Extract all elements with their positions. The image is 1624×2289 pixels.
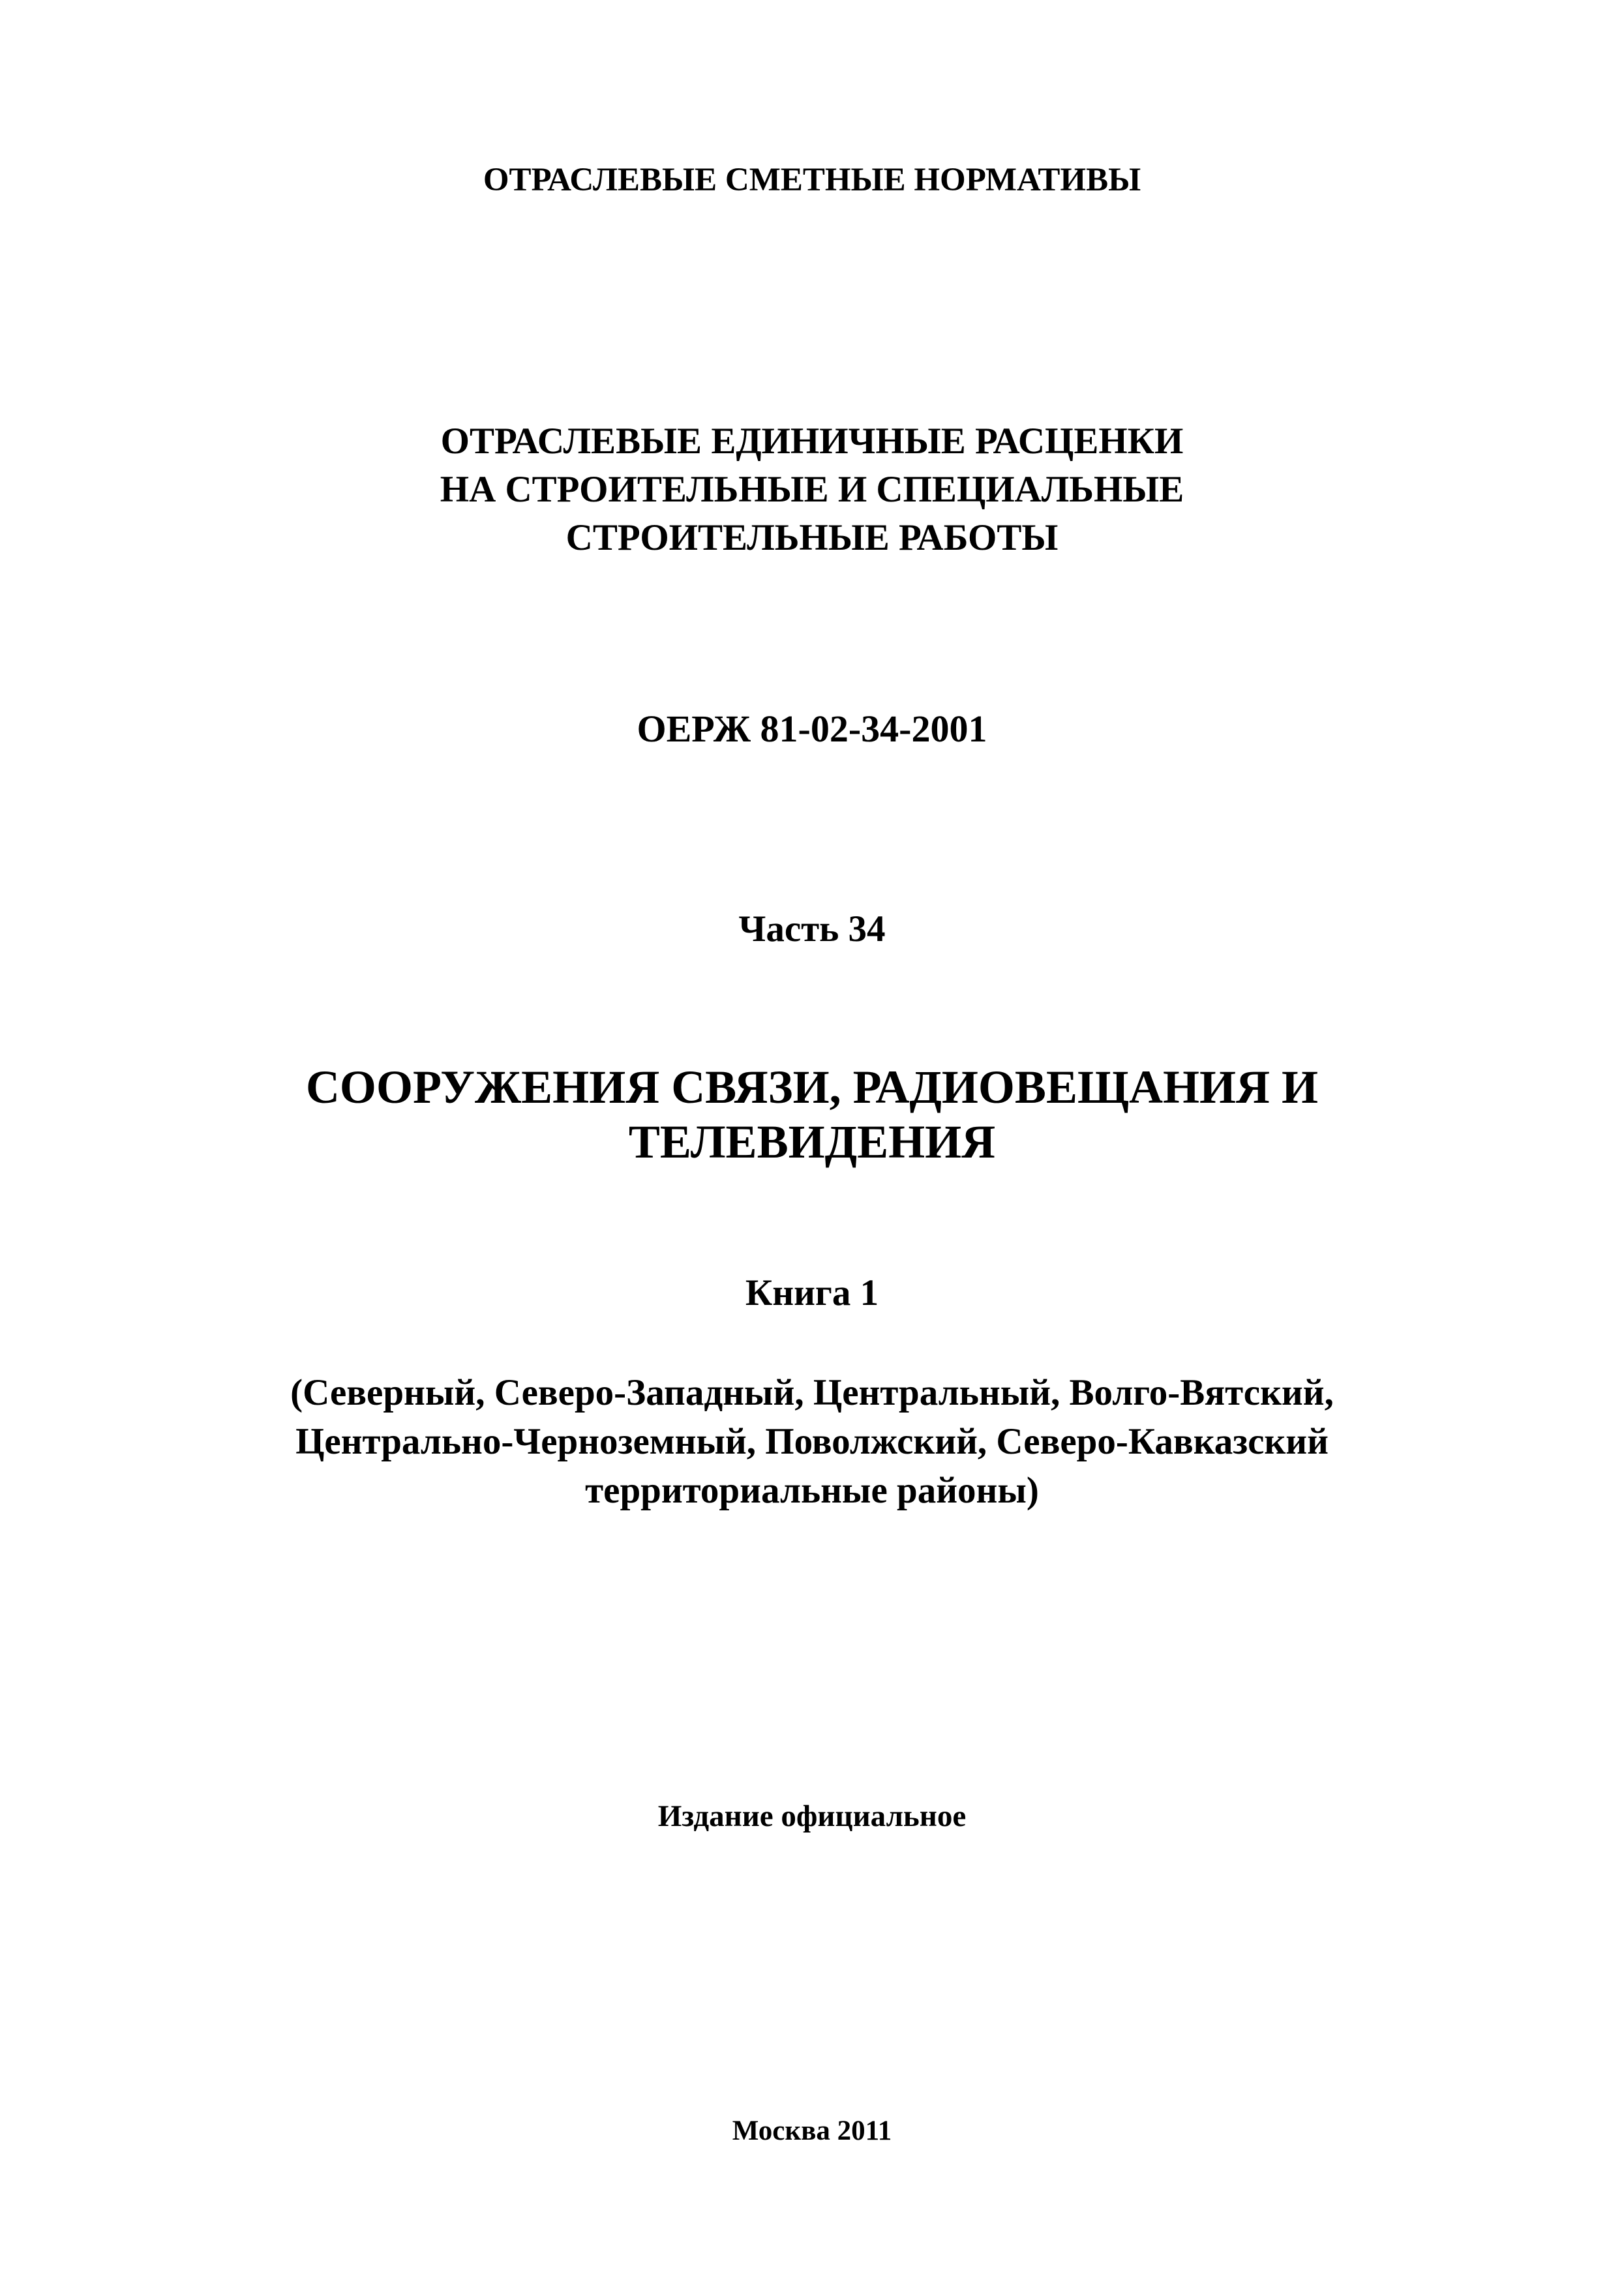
regions-list xyxy=(0,1368,1624,1515)
main-title-line-1: ОТРАСЛЕВЫЕ ЕДИНИЧНЫЕ РАСЦЕНКИ xyxy=(440,421,1184,462)
document-code: ОЕРЖ 81-02-34-2001 xyxy=(637,708,987,750)
series-heading: ОТРАСЛЕВЫЕ СМЕТНЫЕ НОРМАТИВЫ xyxy=(483,162,1141,198)
part-heading: Часть 34 xyxy=(738,908,886,950)
section-title-line-1: СООРУЖЕНИЯ СВЯЗИ, РАДИОВЕЩАНИЯ И xyxy=(305,1061,1319,1113)
regions-line-3: территориальные районы) xyxy=(585,1470,1039,1511)
main-title-line-2: НА СТРОИТЕЛЬНЫЕ И СПЕЦИАЛЬНЫЕ xyxy=(440,469,1184,510)
section-title xyxy=(0,1060,1624,1169)
main-title xyxy=(0,417,1624,562)
edition-note: Издание официальное xyxy=(657,1799,967,1833)
place-year: Москва 2011 xyxy=(732,2116,892,2146)
main-title-line-3: СТРОИТЕЛЬНЫЕ РАБОТЫ xyxy=(565,517,1059,558)
section-title-line-2: ТЕЛЕВИДЕНИЯ xyxy=(628,1116,996,1168)
regions-line-2: Центрально-Черноземный, Поволжский, Северо-Кавказский xyxy=(295,1421,1329,1462)
regions-line-1: (Северный, Северо-Западный, Центральный, Волго-Вятский, xyxy=(290,1372,1334,1413)
book-heading: Книга 1 xyxy=(745,1272,879,1313)
